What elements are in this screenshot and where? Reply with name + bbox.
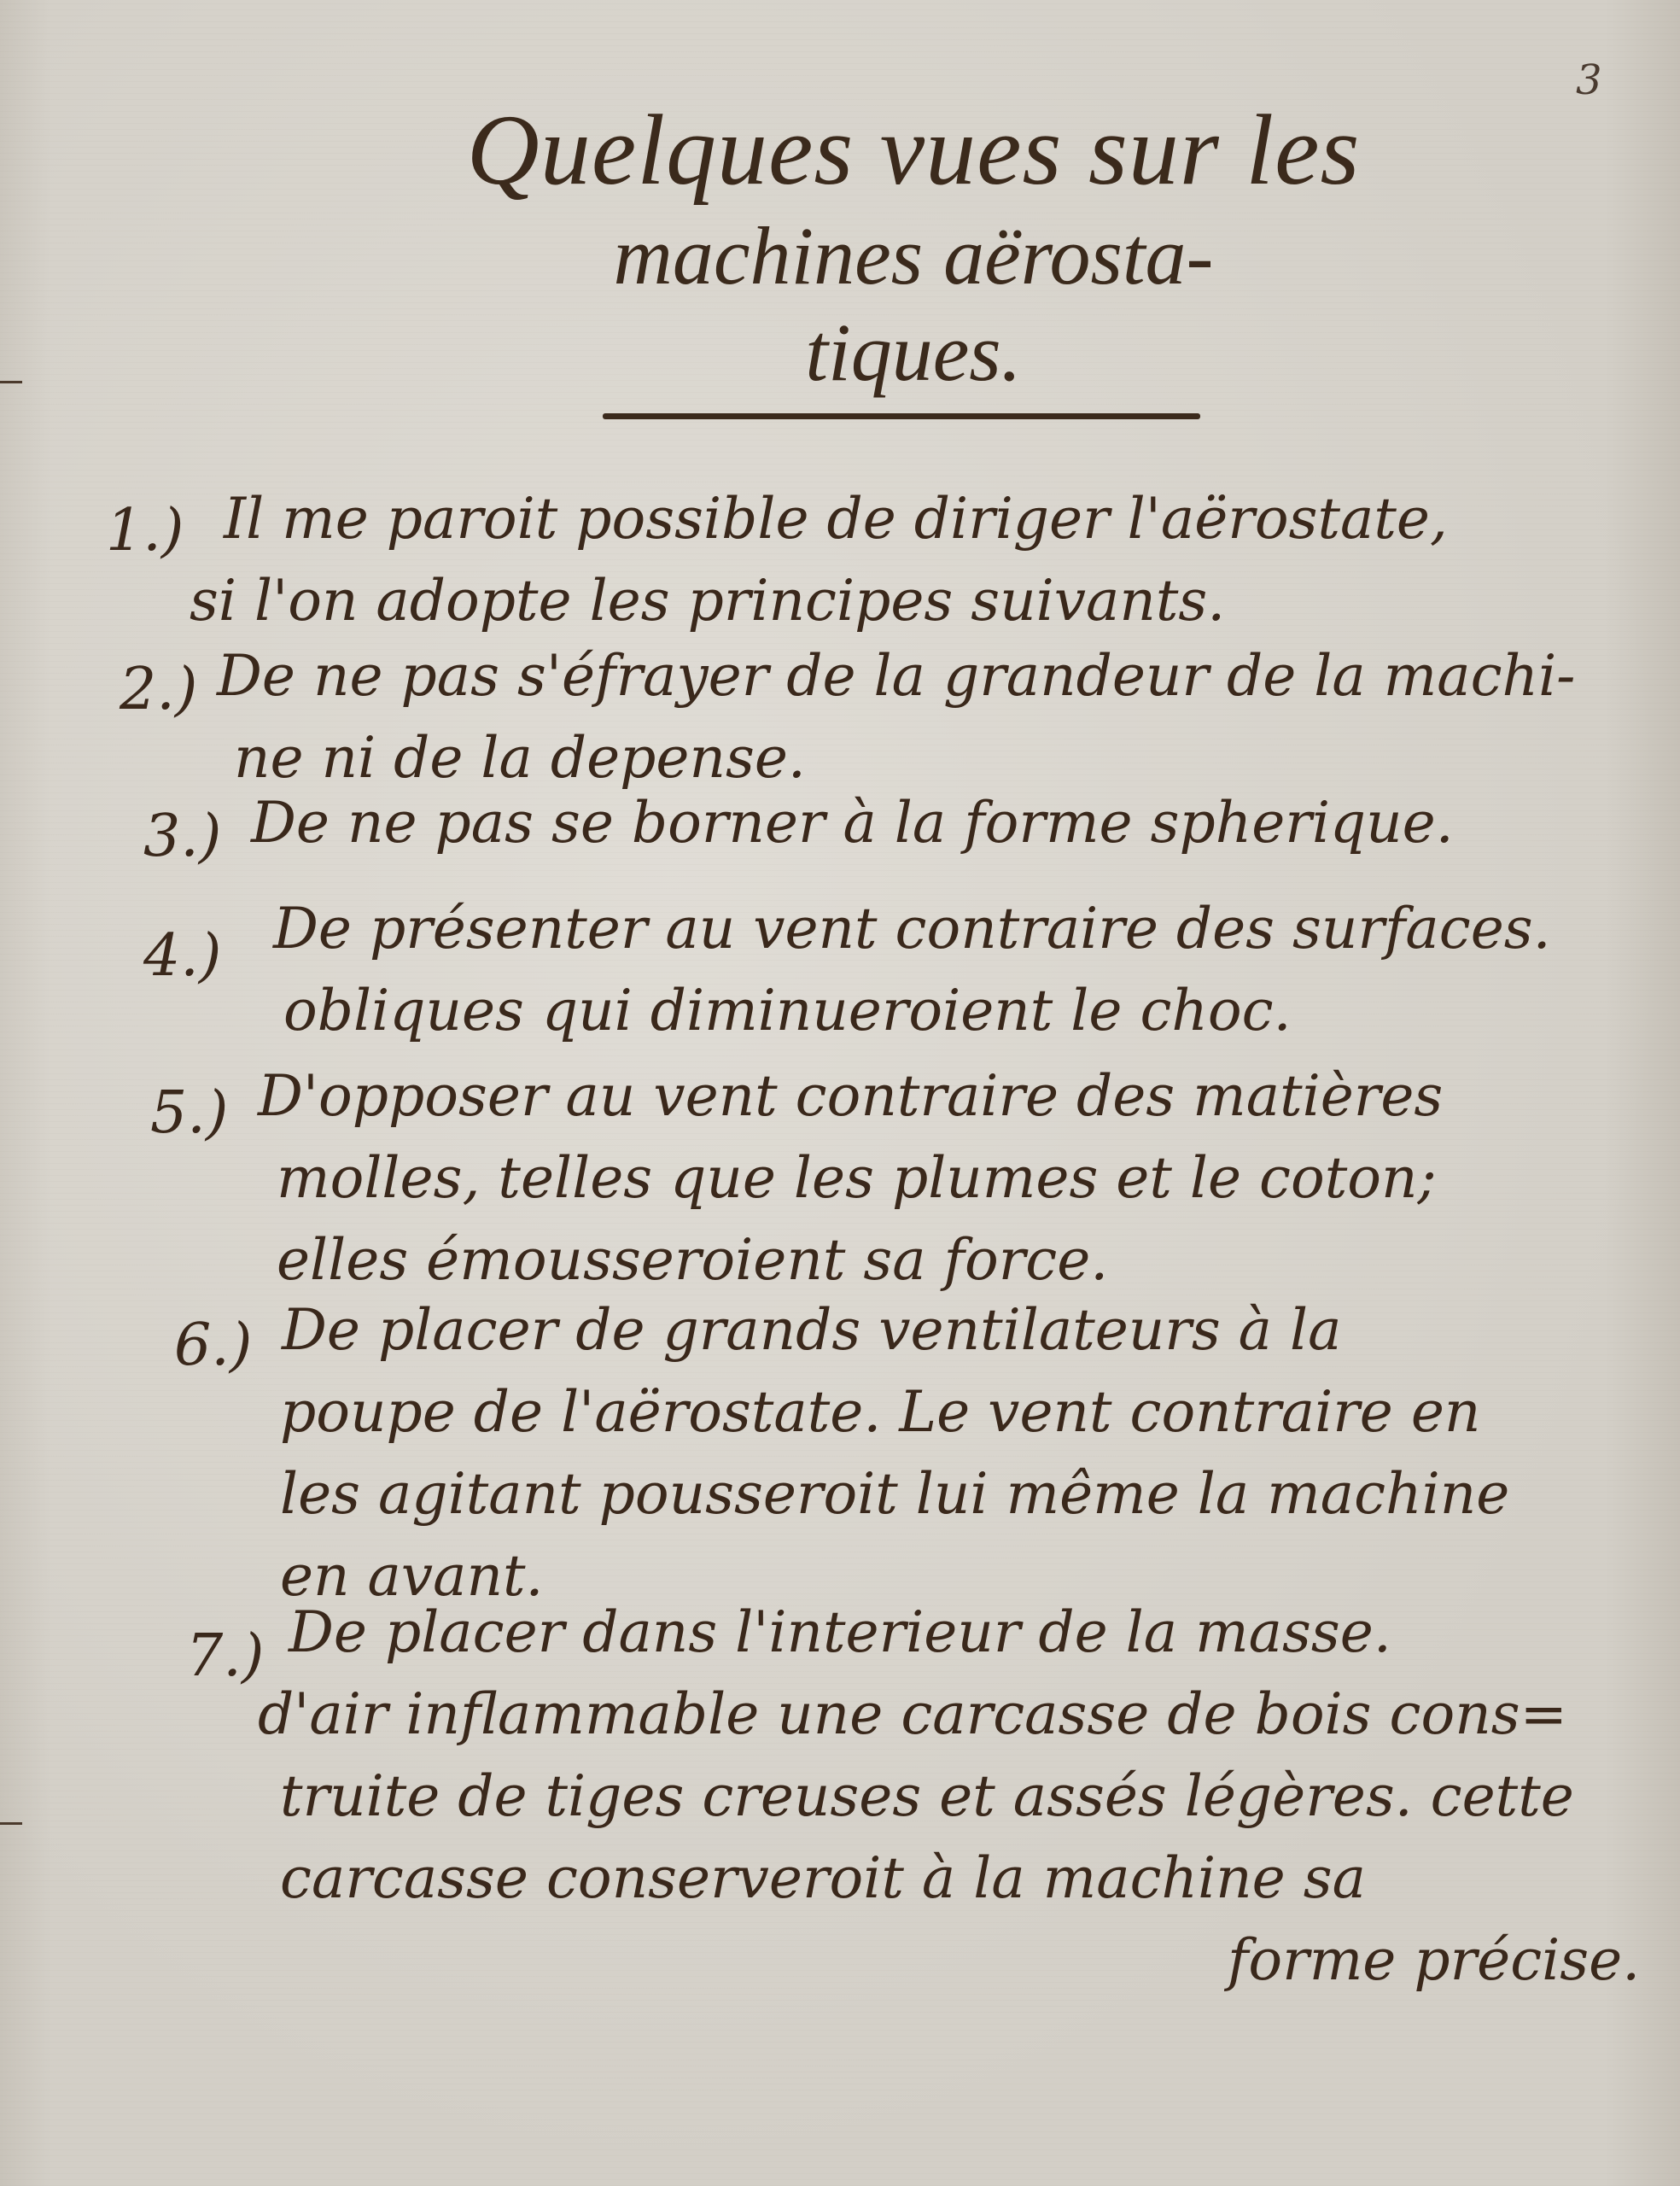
- item-line: elles émousseroient sa force.: [277, 1227, 1109, 1293]
- item-number: 3.): [143, 803, 222, 870]
- title-underline: [603, 413, 1200, 419]
- list-item: [282, 1289, 1509, 1617]
- edge-mark: [0, 1822, 22, 1825]
- list-item: [258, 1592, 1641, 2002]
- item-number: 2.): [120, 656, 198, 723]
- item-number: 7.): [186, 1622, 265, 1690]
- item-number: 5.): [150, 1079, 229, 1147]
- item-line: ne ni de la depense.: [234, 725, 806, 791]
- list-item: [217, 635, 1575, 799]
- item-line: en avant.: [280, 1543, 544, 1609]
- item-line: carcasse conserveroit à la machine sa: [280, 1845, 1366, 1911]
- title-line: Quelques vues sur les: [466, 94, 1361, 206]
- item-line: De ne pas s'éfrayer de la grandeur de la machi-: [217, 643, 1576, 709]
- list-item: [258, 1055, 1443, 1301]
- item-line: les agitant pousseroit lui même la machine: [280, 1461, 1510, 1527]
- list-item: [251, 782, 1454, 864]
- item-line: molles, telles que les plumes et le coton;: [277, 1145, 1437, 1211]
- item-line: De ne pas se borner à la forme spherique.: [251, 790, 1454, 856]
- item-line: De placer de grands ventilateurs à la: [282, 1297, 1342, 1363]
- item-line: forme précise.: [1228, 1927, 1641, 1993]
- title-line: machines aërosta-: [613, 210, 1214, 301]
- edge-mark: [0, 381, 22, 383]
- list-item: [273, 888, 1551, 1052]
- item-line: truite de tiges creuses et assés légères. cette: [280, 1763, 1574, 1829]
- item-number: 4.): [143, 922, 222, 990]
- folio-number: 3: [1576, 56, 1602, 104]
- item-number: 1.): [106, 497, 184, 564]
- item-line: De présenter au vent contraire des surfaces.: [273, 896, 1551, 961]
- page-title: [410, 94, 1417, 400]
- item-line: si l'on adopte les principes suivants.: [190, 568, 1226, 634]
- item-number: 6.): [174, 1312, 253, 1379]
- item-line: d'air inflammable une carcasse de bois cons=: [258, 1681, 1567, 1747]
- list-item: [190, 478, 1448, 642]
- title-line: tiques.: [805, 307, 1022, 398]
- item-line: De placer dans l'interieur de la masse.: [289, 1599, 1391, 1665]
- item-line: poupe de l'aërostate. Le vent contraire en: [280, 1379, 1481, 1445]
- item-line: D'opposer au vent contraire des matières: [258, 1063, 1444, 1129]
- item-line: obliques qui diminueroient le choc.: [283, 978, 1292, 1043]
- item-line: Il me paroit possible de diriger l'aërostate,: [224, 486, 1448, 552]
